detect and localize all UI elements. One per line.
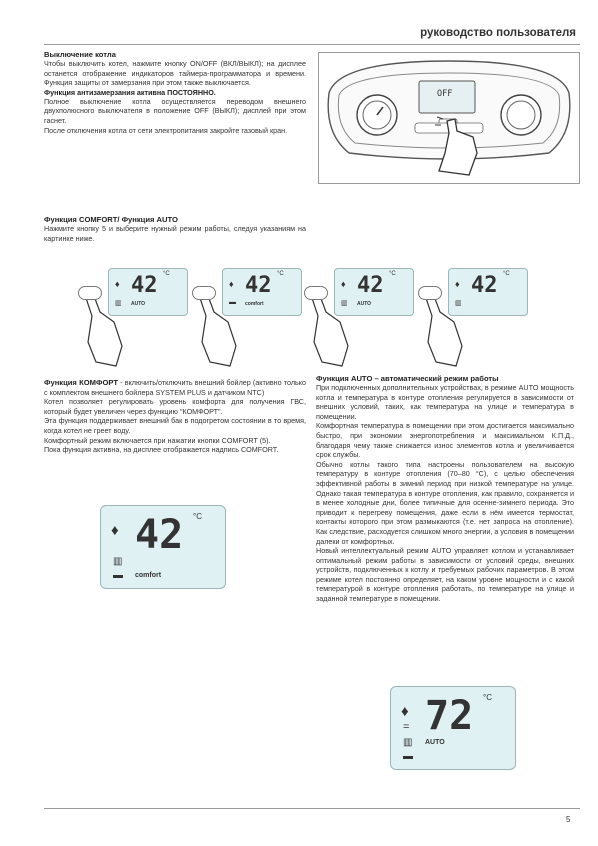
section-func (44, 215, 306, 243)
footer-rule (44, 808, 580, 809)
section-comfort (44, 378, 306, 455)
seq4-value: 42 (471, 273, 498, 298)
flame-icon: ♦ (401, 703, 409, 720)
boiler-panel-svg (319, 53, 579, 183)
section-off-subheading: Функция антизамерзания активна ПОСТОЯННО. (44, 87, 216, 97)
seq3-unit: °C (389, 271, 396, 277)
tap-icon: ▬ (403, 751, 413, 762)
seq2-value: 42 (245, 273, 272, 298)
mode-button-1[interactable] (78, 286, 102, 300)
seq-display-4 (448, 268, 528, 316)
section-func-heading: Функция COMFORT/ Функция AUTO (44, 215, 178, 224)
seq2-mode: comfort (245, 301, 264, 307)
mode-sequence (44, 262, 580, 372)
display-auto (390, 686, 516, 770)
section-comfort-p3: Комфортный режим включается при нажатии кнопки COMFORT (5). (44, 435, 271, 445)
section-auto-heading: Функция AUTO – автоматический режим работы (316, 374, 499, 383)
section-auto (316, 374, 574, 604)
panel-display-text: OFF (437, 89, 453, 99)
radiator-icon: ▥ (455, 300, 462, 307)
display-auto-value: 72 (425, 693, 474, 739)
display-auto-unit: °C (483, 693, 492, 702)
section-auto-p2: Комфортная температура в помещении при этом достигается максимально быстро, при экономии энергопотребления и максимальном К.П.Д., благодаря чему также снижается износ элементов котла и увеличивается срок службы. (316, 421, 574, 460)
section-auto-p1: При подключенных дополнительных устройствах, в режиме AUTO мощность котла и температура в контуре отопления регулируется в зависимости от внешних условий, таких, как температура на улице и температура в помещении. (316, 383, 574, 421)
section-comfort-p4: Пока функция активна, на дисплее отображается надпись COMFORT. (44, 445, 279, 455)
display-comfort-mode: comfort (135, 572, 162, 579)
mode-button-2[interactable] (192, 286, 216, 300)
seq2-unit: °C (277, 271, 284, 277)
mode-button-3[interactable] (304, 286, 328, 300)
section-off-p2: Полное выключение котла осуществляется переводом внешнего двухполюсного выключателя в положение OFF (ВЫКЛ); дисплей при этом гаснет. (44, 96, 306, 125)
seq3-mode: AUTO (357, 301, 372, 307)
page-number: 5 (566, 815, 571, 824)
seq-display-2 (222, 268, 302, 316)
radiator-icon: ▥ (403, 737, 413, 748)
panel-illustration (318, 52, 580, 184)
flame-icon: ♦ (229, 279, 234, 289)
display-comfort-unit: °C (193, 512, 202, 521)
seq-display-1 (108, 268, 188, 316)
display-comfort-value: 42 (135, 512, 184, 558)
seq1-mode: AUTO (131, 301, 146, 307)
section-auto-p4: Новый интеллектуальный режим AUTO управляет котлом и устанавливает оптимальный режим работы в зависимости от условий среды, внешних устройств, подключенных к котлу и требуемых рабочих параметров. В этом режиме котел постоянно определяет, на каком уровне мощности и с какой температурой в контуре отопления работать, по температуре на улице и заданной температуре в помещении. (316, 546, 574, 604)
flame-icon: ♦ (455, 279, 460, 289)
radiator-icon: ▥ (341, 300, 348, 307)
tap-icon: ▬ (229, 299, 236, 306)
flame-icon: ♦ (111, 522, 119, 539)
section-off (44, 50, 306, 135)
radiator-icon: ▥ (113, 556, 123, 567)
section-comfort-heading-rest: - включить/отключить внешний бойлер (активно только с комплектом внешнего бойлера SYSTEM PLUS и датчиком NTC) (44, 378, 306, 397)
mode-button-4[interactable] (418, 286, 442, 300)
seq3-value: 42 (357, 273, 384, 298)
seq1-unit: °C (163, 271, 170, 277)
section-comfort-p1: Котел позволяет регулировать уровень комфорта для получения ГВС, который будет увеличен через функцию "КОМФОРТ". (44, 397, 306, 416)
section-off-heading: Выключение котла (44, 50, 116, 59)
display-auto-mode: AUTO (425, 739, 445, 746)
section-comfort-heading: Функция КОМФОРТ (44, 378, 118, 387)
section-off-p3: После отключения котла от сети электропитания закройте газовый кран. (44, 125, 288, 135)
section-func-p1: Нажмите кнопку 5 и выберите нужный режим работы, следуя указаниям на картинке ниже. (44, 224, 306, 243)
radiator-icon: ▥ (115, 300, 122, 307)
section-off-p1: Чтобы выключить котел, нажмите кнопку ON/OFF (ВКЛ/ВЫКЛ); на дисплее останется отображение индикаторов таймера-программатора и времени. Функция защиты от замерзания при этом также выключается. (44, 59, 306, 88)
seq1-value: 42 (131, 273, 158, 298)
header-title: руководство пользователя (420, 27, 576, 39)
equals-icon: = (403, 721, 410, 733)
flame-icon: ♦ (115, 279, 120, 289)
seq4-unit: °C (503, 271, 510, 277)
section-comfort-p2: Эта функция поддерживает внешний бак в подогретом состоянии в то время, когда котел не греет воду. (44, 416, 306, 435)
section-auto-p3: Обычно котлы такого типа настроены пользователем на высокую температуру в контуре отопления (70–80 °С), с целью обеспечения эффективной работы в зимний период при низкой температуре на улице. Однако такая температура в контуре отопления, как правило, сохраняется и в менее холодные дни, более типичные для осенне-зимнего периода. Это приводит к перегреву помещения, даже если в нём имеется термостат, контакты которого при этом размыкаются (т.е. нет запроса на отопление). Как следствие, расходуется слишком много энергии, а условия в помещении далеки от комфортных. (316, 459, 574, 546)
header-rule (44, 44, 580, 45)
flame-icon: ♦ (341, 279, 346, 289)
tap-icon: ▬ (113, 570, 123, 581)
display-comfort (100, 505, 226, 589)
seq-display-3 (334, 268, 414, 316)
